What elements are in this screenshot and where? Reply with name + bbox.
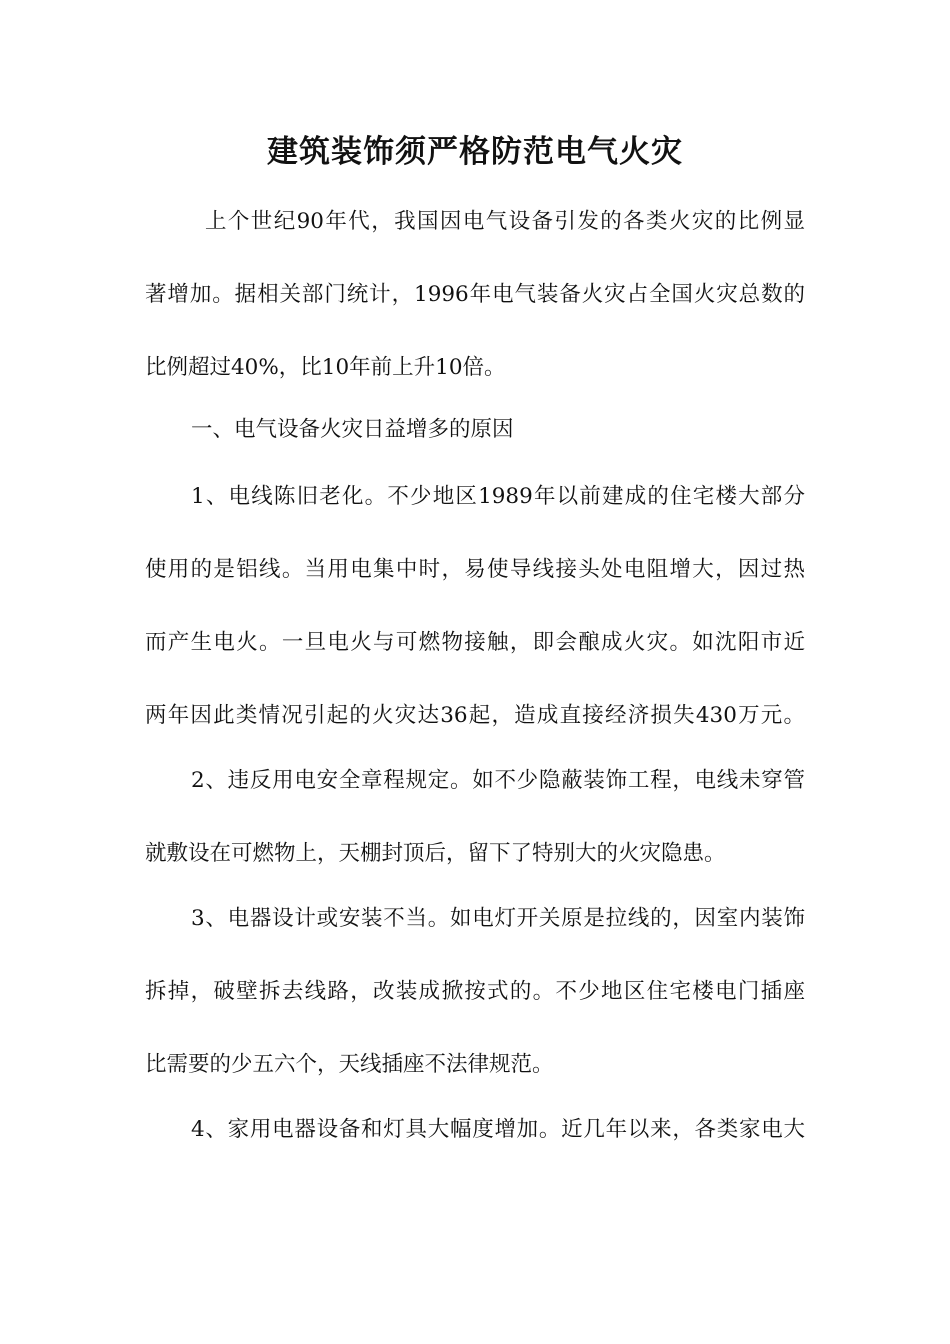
paragraph-line: 1、电线陈旧老化。不少地区1989年以前建成的住宅楼大部分 (191, 484, 805, 509)
paragraph-line: 著增加。据相关部门统计，1996年电气装备火灾占全国火灾总数的 (145, 282, 805, 307)
paragraph-line: 4、家用电器设备和灯具大幅度增加。近几年以来，各类家电大 (191, 1117, 805, 1142)
paragraph-line: 就敷设在可燃物上，天棚封顶后，留下了特别大的火灾隐患。 (145, 841, 726, 866)
paragraph-line: 使用的是铝线。当用电集中时，易使导线接头处电阻增大，因过热 (145, 557, 805, 582)
paragraph-line: 两年因此类情况引起的火灾达36起，造成直接经济损失430万元。 (145, 703, 805, 728)
paragraph-line: 3、电器设计或安装不当。如电灯开关原是拉线的，因室内装饰 (191, 906, 805, 931)
paragraph-line: 拆掉，破壁拆去线路，改装成掀按式的。不少地区住宅楼电门插座 (145, 979, 805, 1004)
section-heading: 一、电气设备火灾日益增多的原因 (191, 417, 514, 442)
paragraph-line: 上个世纪90年代，我国因电气设备引发的各类火灾的比例显 (205, 209, 805, 234)
paragraph-line: 比例超过40%，比10年前上升10倍。 (145, 355, 506, 380)
paragraph-line: 而产生电火。一旦电火与可燃物接触，即会酿成火灾。如沈阳市近 (145, 630, 805, 655)
paragraph-line: 2、违反用电安全章程规定。如不少隐蔽装饰工程，电线未穿管 (191, 768, 805, 793)
paragraph-line: 比需要的少五六个，天线插座不法律规范。 (145, 1052, 554, 1077)
document-title: 建筑装饰须严格防范电气火灾 (267, 134, 683, 170)
